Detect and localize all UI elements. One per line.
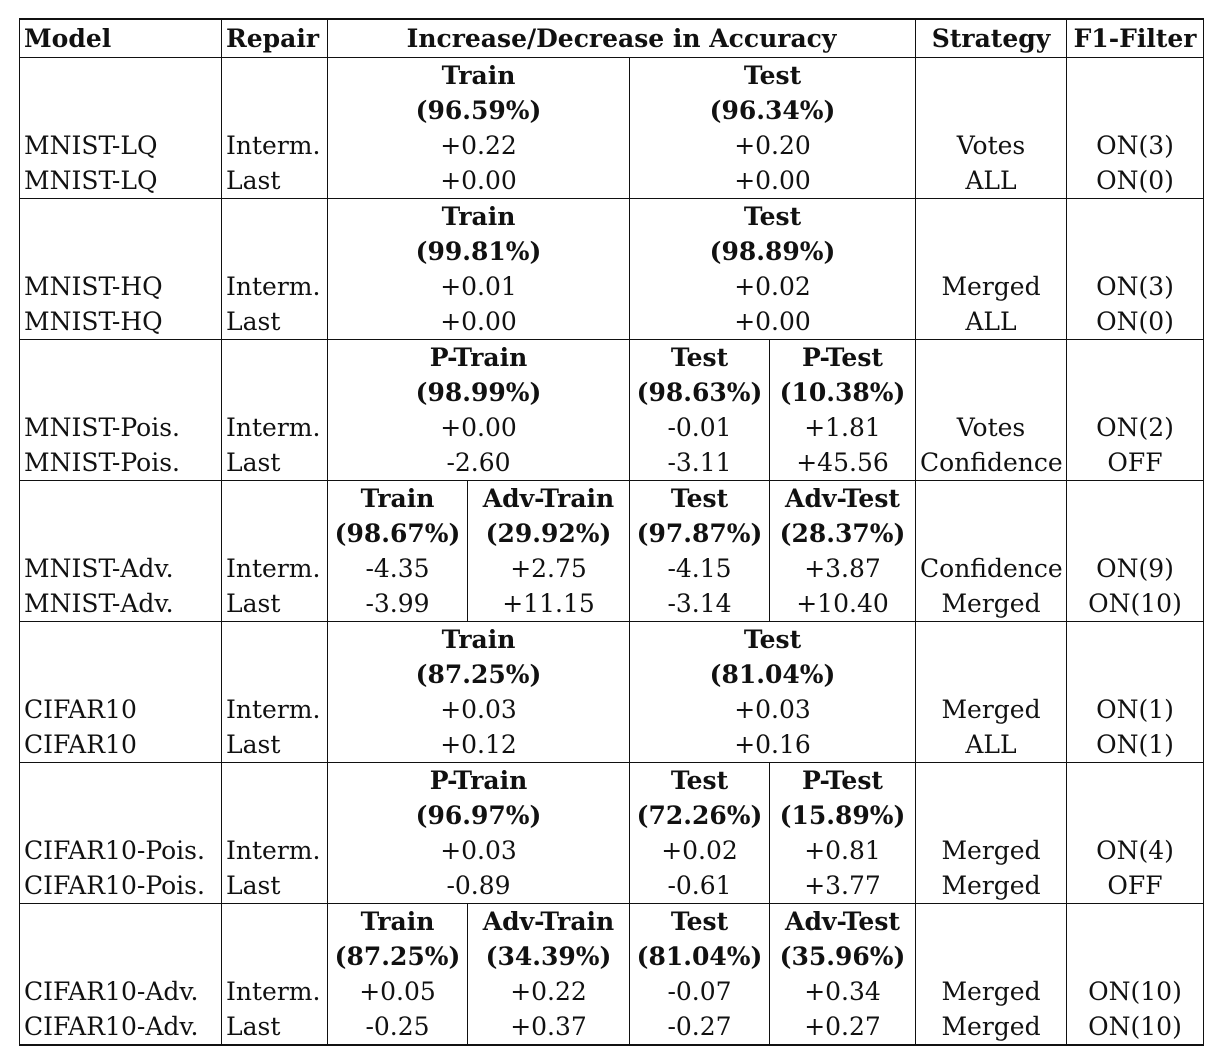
repair-cell: Last xyxy=(222,1009,328,1045)
accuracy-delta-cell: +10.40 xyxy=(770,586,916,622)
split-header: P-Train xyxy=(328,763,630,799)
results-table-container xyxy=(19,18,1203,1046)
model-cell-empty xyxy=(20,904,222,940)
split-header: Adv-Test xyxy=(770,481,916,517)
repair-cell: Interm. xyxy=(222,269,328,304)
f1-cell-empty xyxy=(1067,340,1204,376)
split-header: Train xyxy=(328,904,468,940)
table-row xyxy=(20,163,1204,199)
strategy-cell-empty xyxy=(916,657,1067,692)
accuracy-delta-cell: +11.15 xyxy=(468,586,630,622)
strategy-cell-empty xyxy=(916,798,1067,833)
f1-cell-empty xyxy=(1067,234,1204,269)
repair-cell-empty xyxy=(222,234,328,269)
group-base-row xyxy=(20,234,1204,269)
results-table xyxy=(19,18,1204,1046)
f1-filter-cell: ON(10) xyxy=(1067,974,1204,1009)
f1-filter-cell: OFF xyxy=(1067,445,1204,481)
accuracy-delta-cell: +3.87 xyxy=(770,551,916,586)
table-row xyxy=(20,868,1204,904)
accuracy-delta-cell: -4.35 xyxy=(328,551,468,586)
header-repair: Repair xyxy=(222,19,328,58)
group-head-row xyxy=(20,58,1204,94)
split-header: P-Train xyxy=(328,340,630,376)
split-baseline: (34.39%) xyxy=(468,939,630,974)
strategy-cell-empty xyxy=(916,93,1067,128)
model-cell: CIFAR10-Pois. xyxy=(20,833,222,868)
repair-cell: Interm. xyxy=(222,692,328,727)
model-cell-empty xyxy=(20,234,222,269)
split-header: Test xyxy=(630,904,770,940)
table-row xyxy=(20,128,1204,163)
repair-cell-empty xyxy=(222,58,328,94)
f1-filter-cell: ON(1) xyxy=(1067,727,1204,763)
accuracy-delta-cell: -0.61 xyxy=(630,868,770,904)
split-header: Train xyxy=(328,199,630,235)
f1-filter-cell: ON(4) xyxy=(1067,833,1204,868)
strategy-cell-empty xyxy=(916,481,1067,517)
model-cell: MNIST-Pois. xyxy=(20,445,222,481)
split-header: Adv-Test xyxy=(770,904,916,940)
strategy-cell-empty xyxy=(916,340,1067,376)
accuracy-delta-cell: -3.99 xyxy=(328,586,468,622)
f1-cell-empty xyxy=(1067,375,1204,410)
table-row xyxy=(20,551,1204,586)
f1-filter-cell: ON(10) xyxy=(1067,1009,1204,1045)
header-row xyxy=(20,19,1204,58)
split-header: Adv-Train xyxy=(468,904,630,940)
table-row xyxy=(20,304,1204,340)
f1-filter-cell: ON(9) xyxy=(1067,551,1204,586)
group-base-row xyxy=(20,93,1204,128)
strategy-cell-empty xyxy=(916,375,1067,410)
model-cell: MNIST-HQ xyxy=(20,304,222,340)
table-row xyxy=(20,974,1204,1009)
accuracy-delta-cell: +1.81 xyxy=(770,410,916,445)
group-head-row xyxy=(20,199,1204,235)
strategy-cell: Votes xyxy=(916,410,1067,445)
group-base-row xyxy=(20,798,1204,833)
accuracy-delta-cell: +0.05 xyxy=(328,974,468,1009)
results-table-body xyxy=(20,19,1204,1045)
accuracy-delta-cell: +0.22 xyxy=(328,128,630,163)
strategy-cell: Confidence xyxy=(916,551,1067,586)
model-cell-empty xyxy=(20,763,222,799)
strategy-cell: Merged xyxy=(916,868,1067,904)
model-cell-empty xyxy=(20,657,222,692)
accuracy-delta-cell: -0.01 xyxy=(630,410,770,445)
accuracy-delta-cell: -0.89 xyxy=(328,868,630,904)
accuracy-delta-cell: +0.12 xyxy=(328,727,630,763)
strategy-cell: ALL xyxy=(916,727,1067,763)
strategy-cell-empty xyxy=(916,58,1067,94)
repair-cell: Last xyxy=(222,727,328,763)
f1-filter-cell: ON(3) xyxy=(1067,128,1204,163)
strategy-cell-empty xyxy=(916,763,1067,799)
model-cell: CIFAR10 xyxy=(20,727,222,763)
accuracy-delta-cell: -0.07 xyxy=(630,974,770,1009)
repair-cell-empty xyxy=(222,798,328,833)
table-row xyxy=(20,1009,1204,1045)
model-cell: MNIST-LQ xyxy=(20,128,222,163)
accuracy-delta-cell: -4.15 xyxy=(630,551,770,586)
strategy-cell: Merged xyxy=(916,269,1067,304)
accuracy-delta-cell: +0.00 xyxy=(328,163,630,199)
repair-cell-empty xyxy=(222,763,328,799)
accuracy-delta-cell: +0.00 xyxy=(630,163,916,199)
header-accuracy: Increase/Decrease in Accuracy xyxy=(328,19,916,58)
split-baseline: (99.81%) xyxy=(328,234,630,269)
model-cell: MNIST-LQ xyxy=(20,163,222,199)
f1-cell-empty xyxy=(1067,763,1204,799)
model-cell: CIFAR10-Adv. xyxy=(20,1009,222,1045)
strategy-cell: Merged xyxy=(916,1009,1067,1045)
split-baseline: (96.97%) xyxy=(328,798,630,833)
accuracy-delta-cell: +0.22 xyxy=(468,974,630,1009)
split-baseline: (72.26%) xyxy=(630,798,770,833)
split-header: P-Test xyxy=(770,763,916,799)
table-row xyxy=(20,410,1204,445)
strategy-cell-empty xyxy=(916,199,1067,235)
split-header: Test xyxy=(630,763,770,799)
strategy-cell: Confidence xyxy=(916,445,1067,481)
model-cell-empty xyxy=(20,481,222,517)
model-cell-empty xyxy=(20,340,222,376)
accuracy-delta-cell: +0.03 xyxy=(630,692,916,727)
strategy-cell-empty xyxy=(916,234,1067,269)
model-cell-empty xyxy=(20,939,222,974)
accuracy-delta-cell: +0.00 xyxy=(630,304,916,340)
accuracy-delta-cell: -2.60 xyxy=(328,445,630,481)
repair-cell: Interm. xyxy=(222,551,328,586)
strategy-cell: Merged xyxy=(916,692,1067,727)
accuracy-delta-cell: +0.02 xyxy=(630,833,770,868)
split-baseline: (97.87%) xyxy=(630,516,770,551)
model-cell: CIFAR10-Pois. xyxy=(20,868,222,904)
repair-cell: Last xyxy=(222,868,328,904)
f1-cell-empty xyxy=(1067,199,1204,235)
split-baseline: (98.89%) xyxy=(630,234,916,269)
repair-cell-empty xyxy=(222,481,328,517)
split-baseline: (98.99%) xyxy=(328,375,630,410)
repair-cell: Interm. xyxy=(222,833,328,868)
split-header: Test xyxy=(630,58,916,94)
repair-cell-empty xyxy=(222,904,328,940)
model-cell-empty xyxy=(20,93,222,128)
repair-cell-empty xyxy=(222,93,328,128)
strategy-cell-empty xyxy=(916,622,1067,658)
split-header: Train xyxy=(328,622,630,658)
split-baseline: (96.59%) xyxy=(328,93,630,128)
repair-cell: Last xyxy=(222,445,328,481)
strategy-cell: Votes xyxy=(916,128,1067,163)
accuracy-delta-cell: +0.03 xyxy=(328,833,630,868)
accuracy-delta-cell: +0.00 xyxy=(328,304,630,340)
repair-cell: Last xyxy=(222,586,328,622)
split-header: Test xyxy=(630,622,916,658)
split-header: Adv-Train xyxy=(468,481,630,517)
group-base-row xyxy=(20,516,1204,551)
group-head-row xyxy=(20,481,1204,517)
split-baseline: (87.25%) xyxy=(328,657,630,692)
model-cell-empty xyxy=(20,58,222,94)
accuracy-delta-cell: +0.00 xyxy=(328,410,630,445)
model-cell: CIFAR10 xyxy=(20,692,222,727)
table-row xyxy=(20,727,1204,763)
group-head-row xyxy=(20,622,1204,658)
split-baseline: (87.25%) xyxy=(328,939,468,974)
repair-cell-empty xyxy=(222,516,328,551)
group-base-row xyxy=(20,939,1204,974)
group-head-row xyxy=(20,763,1204,799)
header-strategy: Strategy xyxy=(916,19,1067,58)
accuracy-delta-cell: -3.11 xyxy=(630,445,770,481)
accuracy-delta-cell: +3.77 xyxy=(770,868,916,904)
accuracy-delta-cell: +0.03 xyxy=(328,692,630,727)
strategy-cell-empty xyxy=(916,516,1067,551)
model-cell-empty xyxy=(20,375,222,410)
split-header: P-Test xyxy=(770,340,916,376)
split-header: Test xyxy=(630,199,916,235)
repair-cell-empty xyxy=(222,340,328,376)
repair-cell-empty xyxy=(222,375,328,410)
strategy-cell-empty xyxy=(916,939,1067,974)
repair-cell-empty xyxy=(222,657,328,692)
group-base-row xyxy=(20,375,1204,410)
repair-cell: Interm. xyxy=(222,974,328,1009)
split-baseline: (28.37%) xyxy=(770,516,916,551)
split-baseline: (29.92%) xyxy=(468,516,630,551)
table-row xyxy=(20,269,1204,304)
accuracy-delta-cell: -0.25 xyxy=(328,1009,468,1045)
f1-cell-empty xyxy=(1067,622,1204,658)
split-baseline: (98.63%) xyxy=(630,375,770,410)
repair-cell: Interm. xyxy=(222,410,328,445)
split-baseline: (98.67%) xyxy=(328,516,468,551)
f1-cell-empty xyxy=(1067,58,1204,94)
split-header: Train xyxy=(328,58,630,94)
model-cell-empty xyxy=(20,516,222,551)
accuracy-delta-cell: +0.01 xyxy=(328,269,630,304)
split-baseline: (35.96%) xyxy=(770,939,916,974)
accuracy-delta-cell: +0.27 xyxy=(770,1009,916,1045)
f1-cell-empty xyxy=(1067,798,1204,833)
header-model: Model xyxy=(20,19,222,58)
accuracy-delta-cell: -3.14 xyxy=(630,586,770,622)
strategy-cell: Merged xyxy=(916,833,1067,868)
model-cell-empty xyxy=(20,199,222,235)
group-base-row xyxy=(20,657,1204,692)
accuracy-delta-cell: +0.02 xyxy=(630,269,916,304)
f1-cell-empty xyxy=(1067,657,1204,692)
repair-cell-empty xyxy=(222,622,328,658)
model-cell: MNIST-Adv. xyxy=(20,551,222,586)
group-head-row xyxy=(20,904,1204,940)
split-baseline: (81.04%) xyxy=(630,657,916,692)
f1-filter-cell: ON(3) xyxy=(1067,269,1204,304)
table-row xyxy=(20,586,1204,622)
model-cell: MNIST-Adv. xyxy=(20,586,222,622)
accuracy-delta-cell: +0.81 xyxy=(770,833,916,868)
group-head-row xyxy=(20,340,1204,376)
repair-cell: Interm. xyxy=(222,128,328,163)
accuracy-delta-cell: +0.34 xyxy=(770,974,916,1009)
strategy-cell-empty xyxy=(916,904,1067,940)
repair-cell: Last xyxy=(222,304,328,340)
model-cell: MNIST-Pois. xyxy=(20,410,222,445)
strategy-cell: ALL xyxy=(916,163,1067,199)
repair-cell-empty xyxy=(222,199,328,235)
strategy-cell: Merged xyxy=(916,974,1067,1009)
f1-cell-empty xyxy=(1067,904,1204,940)
f1-filter-cell: ON(0) xyxy=(1067,163,1204,199)
f1-filter-cell: ON(2) xyxy=(1067,410,1204,445)
split-header: Test xyxy=(630,340,770,376)
f1-filter-cell: OFF xyxy=(1067,868,1204,904)
strategy-cell: Merged xyxy=(916,586,1067,622)
accuracy-delta-cell: +0.37 xyxy=(468,1009,630,1045)
f1-cell-empty xyxy=(1067,516,1204,551)
split-baseline: (15.89%) xyxy=(770,798,916,833)
f1-cell-empty xyxy=(1067,93,1204,128)
f1-filter-cell: ON(10) xyxy=(1067,586,1204,622)
accuracy-delta-cell: +2.75 xyxy=(468,551,630,586)
f1-filter-cell: ON(1) xyxy=(1067,692,1204,727)
model-cell: CIFAR10-Adv. xyxy=(20,974,222,1009)
model-cell-empty xyxy=(20,798,222,833)
accuracy-delta-cell: +0.20 xyxy=(630,128,916,163)
f1-cell-empty xyxy=(1067,939,1204,974)
split-baseline: (96.34%) xyxy=(630,93,916,128)
header-f1-filter: F1-Filter xyxy=(1067,19,1204,58)
strategy-cell: ALL xyxy=(916,304,1067,340)
f1-cell-empty xyxy=(1067,481,1204,517)
split-baseline: (81.04%) xyxy=(630,939,770,974)
accuracy-delta-cell: +0.16 xyxy=(630,727,916,763)
table-row xyxy=(20,445,1204,481)
split-header: Train xyxy=(328,481,468,517)
accuracy-delta-cell: -0.27 xyxy=(630,1009,770,1045)
split-header: Test xyxy=(630,481,770,517)
table-row xyxy=(20,692,1204,727)
f1-filter-cell: ON(0) xyxy=(1067,304,1204,340)
repair-cell-empty xyxy=(222,939,328,974)
model-cell: MNIST-HQ xyxy=(20,269,222,304)
model-cell-empty xyxy=(20,622,222,658)
accuracy-delta-cell: +45.56 xyxy=(770,445,916,481)
repair-cell: Last xyxy=(222,163,328,199)
table-row xyxy=(20,833,1204,868)
split-baseline: (10.38%) xyxy=(770,375,916,410)
